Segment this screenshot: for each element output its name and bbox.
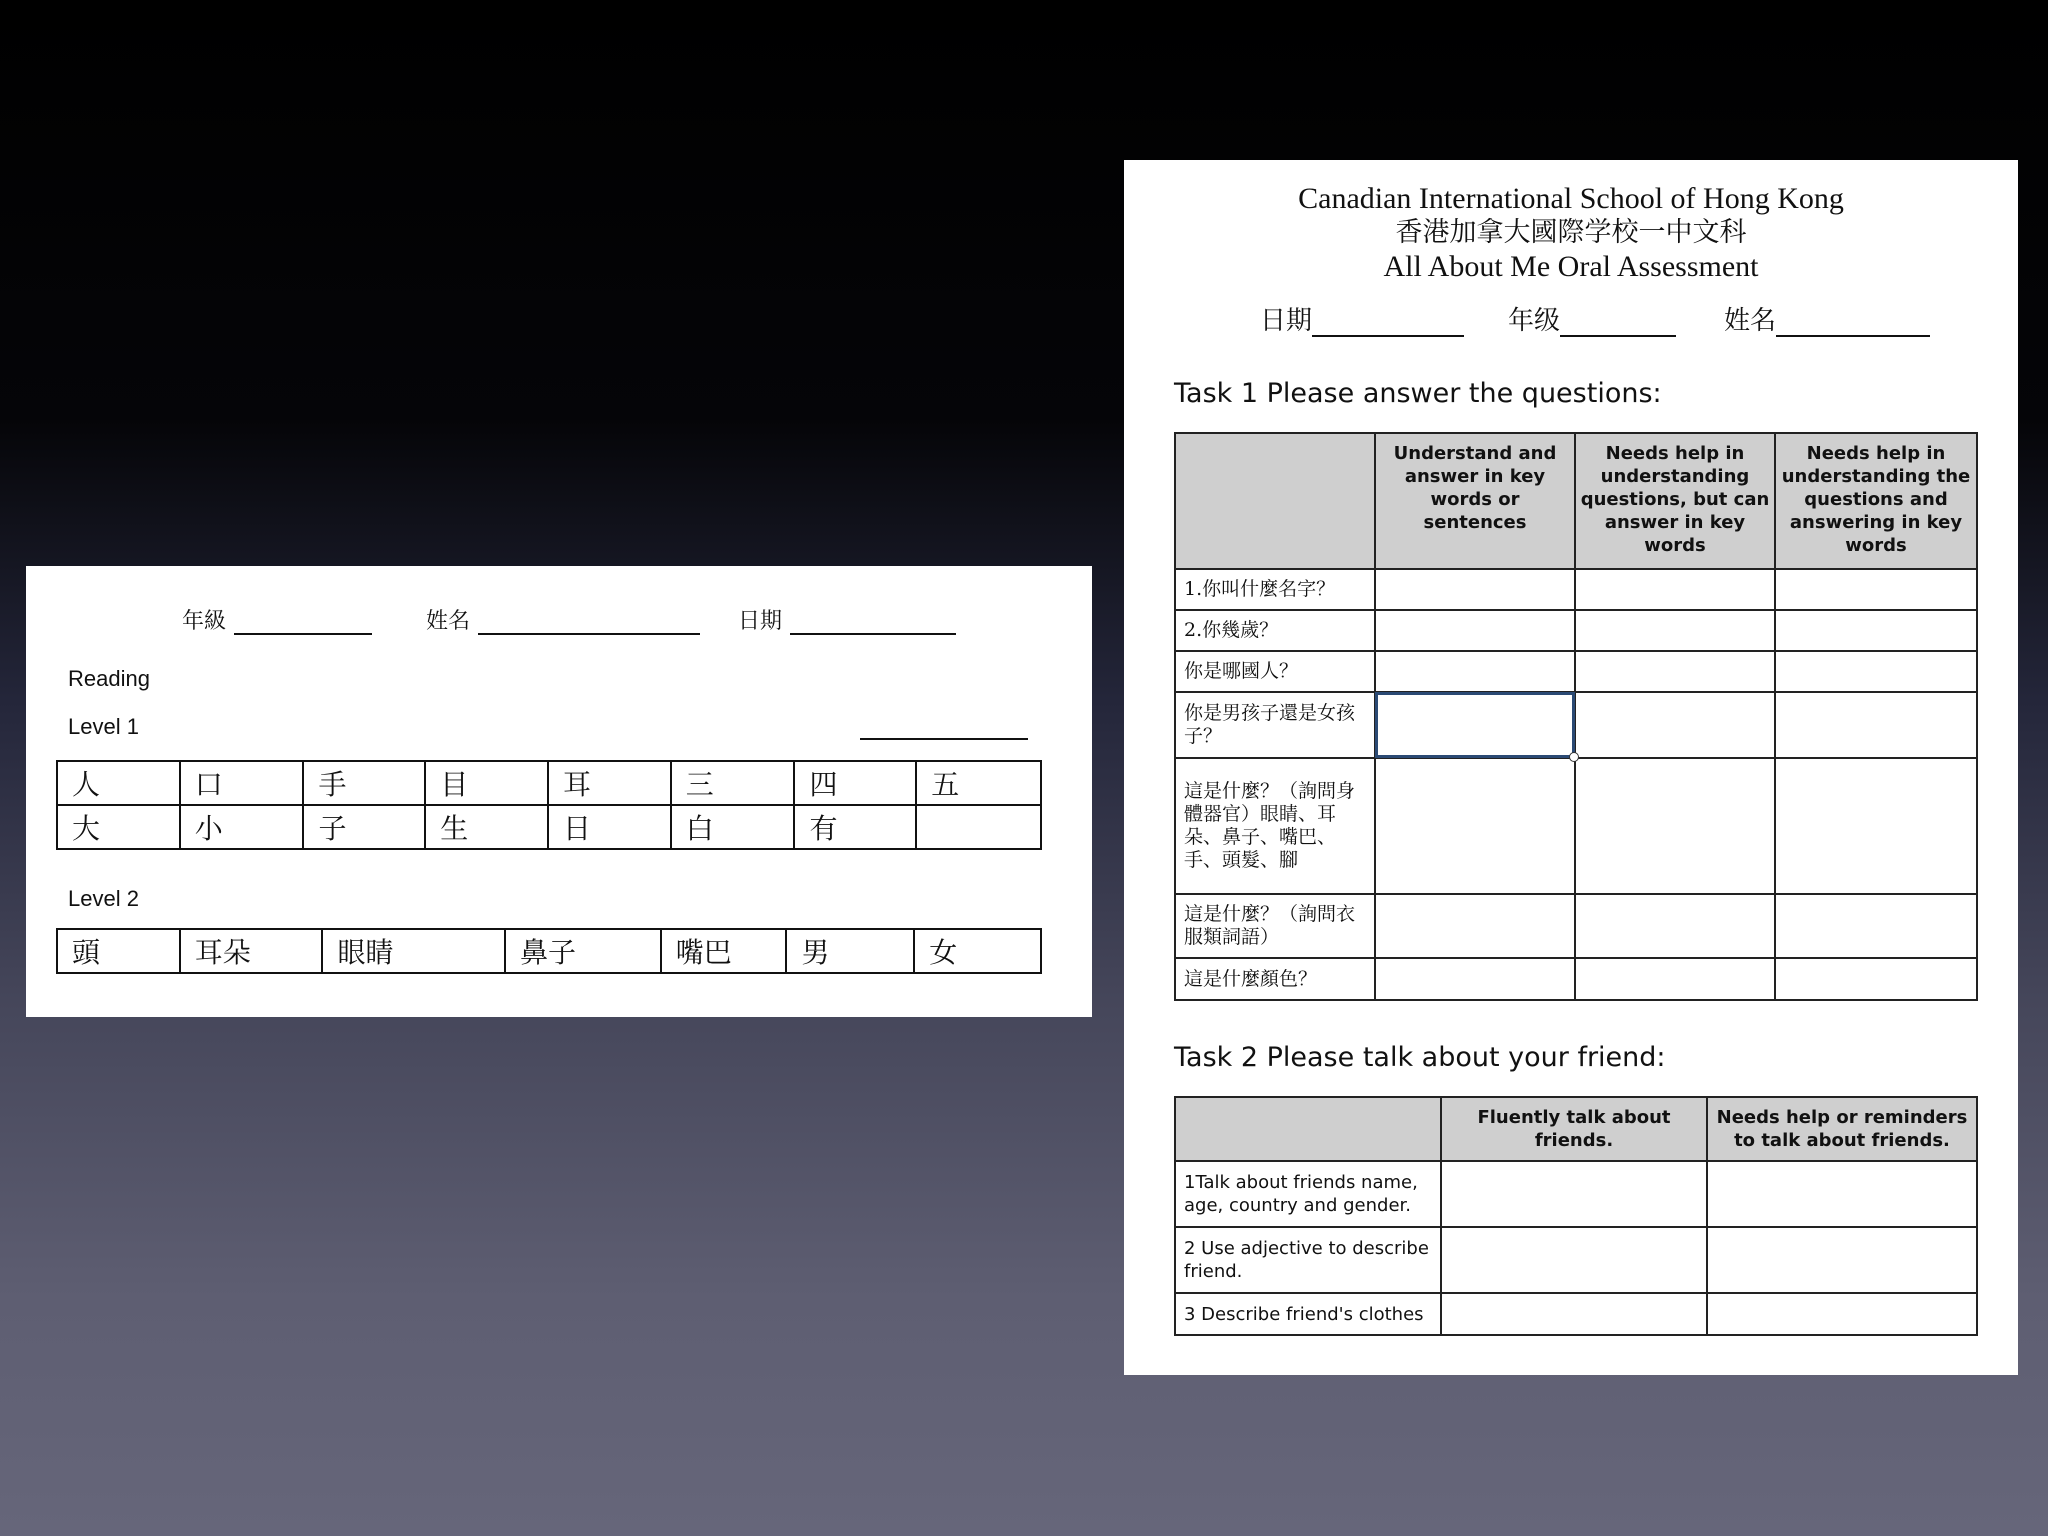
char-cell: 手 bbox=[303, 761, 425, 805]
table-row bbox=[1175, 610, 1977, 651]
rating-cell[interactable] bbox=[1707, 1161, 1977, 1227]
date-field bbox=[1260, 300, 1464, 337]
task1-title: Task 1 Please answer the questions: bbox=[1174, 378, 1662, 409]
task2-title: Task 2 Please talk about your friend: bbox=[1174, 1042, 1666, 1073]
char-cell: 子 bbox=[303, 805, 425, 849]
rating-cell[interactable] bbox=[1441, 1161, 1707, 1227]
level2-label: Level 2 bbox=[68, 886, 139, 911]
reading-worksheet bbox=[26, 566, 1092, 1017]
char-cell: 耳 bbox=[548, 761, 671, 805]
grade-label: 年級 bbox=[182, 609, 227, 634]
char-cell: 白 bbox=[671, 805, 795, 849]
name-field bbox=[1724, 300, 1930, 337]
table-row bbox=[57, 761, 1041, 805]
column-header: Needs help in understanding the questions and answering in key words bbox=[1775, 433, 1977, 569]
char-cell: 耳朵 bbox=[180, 929, 323, 973]
char-cell: 生 bbox=[425, 805, 548, 849]
reading-title: Reading bbox=[68, 666, 150, 691]
header-corner-cell bbox=[1175, 1097, 1441, 1161]
column-header: Fluently talk about friends. bbox=[1441, 1097, 1707, 1161]
date-field bbox=[738, 604, 956, 635]
rating-cell[interactable] bbox=[1775, 610, 1977, 651]
rating-cell[interactable] bbox=[1375, 651, 1575, 692]
item-cell: 3 Describe friend's clothes bbox=[1175, 1293, 1441, 1335]
rating-cell[interactable] bbox=[1575, 894, 1775, 958]
date-label: 日期 bbox=[1260, 306, 1313, 336]
char-cell: 有 bbox=[794, 805, 916, 849]
rating-cell[interactable] bbox=[1375, 569, 1575, 610]
char-cell: 眼睛 bbox=[322, 929, 505, 973]
char-cell: 女 bbox=[914, 929, 1041, 973]
rating-cell[interactable] bbox=[1775, 894, 1977, 958]
level1-label: Level 1 bbox=[68, 714, 139, 739]
char-cell: 五 bbox=[916, 761, 1041, 805]
table-row bbox=[1175, 1227, 1977, 1293]
name-blank bbox=[478, 611, 700, 635]
task1-table bbox=[1174, 432, 1978, 1001]
table-row bbox=[1175, 692, 1977, 758]
question-cell: 1.你叫什麼名字？ bbox=[1175, 569, 1375, 610]
question-cell: 你是男孩子還是女孩子？ bbox=[1175, 692, 1375, 758]
date-label: 日期 bbox=[738, 609, 783, 634]
table-row bbox=[1175, 758, 1977, 894]
item-cell: 1Talk about friends name, age, country and gender. bbox=[1175, 1161, 1441, 1227]
question-cell: 這是什麼顏色？ bbox=[1175, 958, 1375, 1000]
task2-table bbox=[1174, 1096, 1978, 1336]
question-cell: 這是什麼？（詢問身體器官）眼睛、耳朵、鼻子、嘴巴、手、頭髮、腳 bbox=[1175, 758, 1375, 894]
column-header: Needs help in understanding questions, but can answer in key words bbox=[1575, 433, 1775, 569]
char-cell: 嘴巴 bbox=[661, 929, 787, 973]
table-header-row bbox=[1175, 1097, 1977, 1161]
table-row bbox=[1175, 958, 1977, 1000]
header-corner-cell bbox=[1175, 433, 1375, 569]
rating-cell[interactable] bbox=[1375, 958, 1575, 1000]
rating-cell[interactable] bbox=[1775, 958, 1977, 1000]
question-cell: 2.你幾歲？ bbox=[1175, 610, 1375, 651]
grade-label: 年级 bbox=[1508, 306, 1561, 336]
school-name: Canadian International School of Hong Kong bbox=[1298, 182, 1844, 215]
table-row bbox=[1175, 894, 1977, 958]
char-cell: 頭 bbox=[57, 929, 180, 973]
info-row bbox=[1260, 300, 1960, 340]
table-row bbox=[1175, 1293, 1977, 1335]
sheet-title-block bbox=[1124, 182, 2018, 284]
selected-rating-cell[interactable] bbox=[1375, 692, 1575, 758]
table-row bbox=[1175, 1161, 1977, 1227]
grade-field bbox=[1508, 300, 1676, 337]
name-label: 姓名 bbox=[1724, 306, 1777, 336]
assessment-title: All About Me Oral Assessment bbox=[1383, 250, 1759, 283]
char-cell: 四 bbox=[794, 761, 916, 805]
char-cell: 日 bbox=[548, 805, 671, 849]
question-cell: 這是什麼？（詢問衣服類詞語） bbox=[1175, 894, 1375, 958]
table-row bbox=[1175, 569, 1977, 610]
rating-cell[interactable] bbox=[1375, 894, 1575, 958]
rating-cell[interactable] bbox=[1441, 1227, 1707, 1293]
rating-cell[interactable] bbox=[1575, 958, 1775, 1000]
name-blank bbox=[1776, 311, 1930, 337]
table-row bbox=[57, 929, 1041, 973]
level1-table bbox=[56, 760, 1042, 850]
rating-cell[interactable] bbox=[1575, 692, 1775, 758]
table-row bbox=[1175, 651, 1977, 692]
rating-cell[interactable] bbox=[1775, 569, 1977, 610]
name-label: 姓名 bbox=[426, 609, 471, 634]
char-cell: 人 bbox=[57, 761, 180, 805]
level2-table bbox=[56, 928, 1042, 974]
oral-assessment-sheet bbox=[1124, 160, 2018, 1375]
rating-cell[interactable] bbox=[1575, 651, 1775, 692]
table-header-row bbox=[1175, 433, 1977, 569]
rating-cell[interactable] bbox=[1375, 758, 1575, 894]
column-header: Understand and answer in key words or sentences bbox=[1375, 433, 1575, 569]
column-header: Needs help or reminders to talk about friends. bbox=[1707, 1097, 1977, 1161]
char-cell: 三 bbox=[671, 761, 795, 805]
char-cell: 男 bbox=[786, 929, 914, 973]
item-cell: 2 Use adjective to describe friend. bbox=[1175, 1227, 1441, 1293]
school-name-chinese: 香港加拿大國際学校一中文科 bbox=[1395, 217, 1747, 248]
date-blank bbox=[1312, 311, 1464, 337]
rating-cell[interactable] bbox=[1441, 1293, 1707, 1335]
rating-cell[interactable] bbox=[1775, 758, 1977, 894]
table-row bbox=[57, 805, 1041, 849]
rating-cell[interactable] bbox=[1575, 569, 1775, 610]
char-cell: 口 bbox=[180, 761, 304, 805]
rating-cell[interactable] bbox=[1575, 758, 1775, 894]
char-cell: 鼻子 bbox=[505, 929, 661, 973]
rating-cell[interactable] bbox=[1375, 610, 1575, 651]
rating-cell[interactable] bbox=[1575, 610, 1775, 651]
score-blank bbox=[860, 738, 1028, 740]
char-cell: 大 bbox=[57, 805, 180, 849]
char-cell bbox=[916, 805, 1041, 849]
rating-cell[interactable] bbox=[1707, 1227, 1977, 1293]
rating-cell[interactable] bbox=[1707, 1293, 1977, 1335]
grade-blank bbox=[234, 611, 372, 635]
reading-header bbox=[156, 604, 976, 644]
grade-field bbox=[182, 604, 372, 635]
char-cell: 目 bbox=[425, 761, 548, 805]
date-blank bbox=[790, 611, 956, 635]
rating-cell[interactable] bbox=[1775, 692, 1977, 758]
name-field bbox=[426, 604, 700, 635]
grade-blank bbox=[1560, 311, 1676, 337]
rating-cell[interactable] bbox=[1775, 651, 1977, 692]
question-cell: 你是哪國人？ bbox=[1175, 651, 1375, 692]
char-cell: 小 bbox=[180, 805, 304, 849]
